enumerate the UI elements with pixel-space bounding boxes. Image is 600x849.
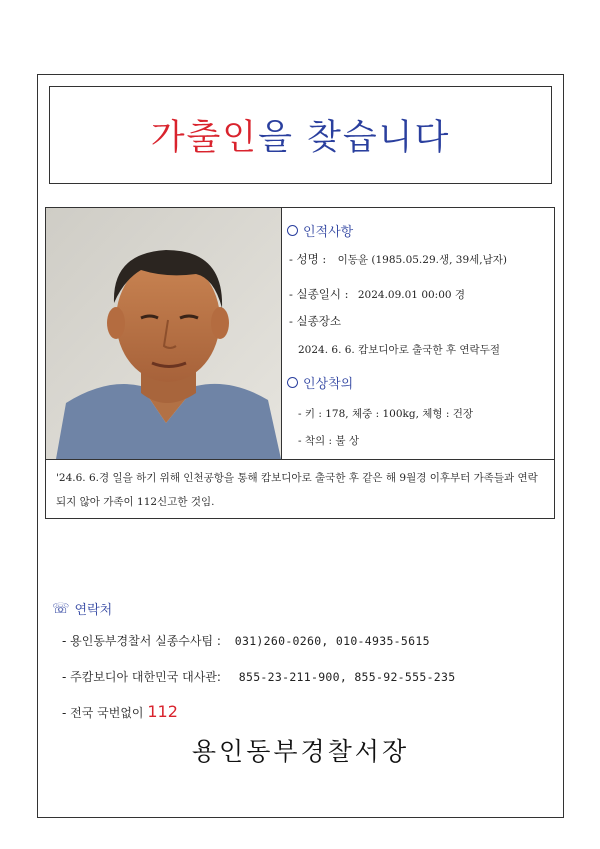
name-row: [289, 251, 507, 267]
circle-marker-icon: [287, 225, 298, 236]
poster-title: [49, 86, 552, 184]
police-contact-numbers: 031)260-0260, 010-4935-5615: [234, 634, 430, 648]
name-label: - 성명 :: [289, 252, 327, 266]
circle-marker-icon: [287, 377, 298, 388]
national-emergency-number: 112: [147, 702, 178, 721]
name-value: 이동윤 (1985.05.29.생, 39세,남자): [337, 254, 508, 266]
incident-description: '24.6. 6.경 일을 하기 위해 인천공항을 통해 캄보디아로 출국한 후 같은 해 9월경 이후부터 가족들과 연락되지 않아 가족이 112신고한 것임.: [56, 472, 538, 508]
national-contact: [62, 702, 178, 721]
police-contact: [62, 632, 430, 649]
national-contact-label: - 전국 국번없이: [62, 706, 144, 720]
photo-divider: [281, 208, 282, 459]
embassy-contact: [62, 668, 455, 685]
clothes-info: - 착의 : 불 상: [298, 435, 360, 447]
missing-date-row: [289, 286, 465, 302]
missing-date-value: 2024.09.01 00:00 경: [357, 289, 466, 301]
contact-heading: ☏ 연락처: [52, 600, 113, 618]
police-contact-label: - 용인동부경찰서 실종수사팀 :: [62, 634, 221, 648]
issuer-signature: 용인동부경찰서장: [191, 737, 410, 766]
missing-place-value: 2024. 6. 6. 캄보디아로 출국한 후 연락두절: [298, 344, 500, 356]
title-looking-for: 을 찾습니다: [258, 118, 451, 158]
personal-info-heading: 인적사항: [287, 221, 353, 240]
missing-place-row: [289, 313, 341, 329]
missing-place-label: - 실종장소: [289, 314, 341, 328]
embassy-contact-label: - 주캄보디아 대한민국 대사관:: [62, 670, 221, 684]
body-info: - 키 : 178, 체중 : 100kg, 체형 : 건장: [298, 408, 474, 420]
title-missing-person: 가출인: [150, 118, 259, 158]
description-divider: [46, 459, 554, 460]
embassy-contact-numbers: 855-23-211-900, 855-92-555-235: [238, 670, 456, 684]
appearance-heading: 인상착의: [287, 373, 353, 392]
missing-date-label: - 실종일시 :: [289, 287, 349, 301]
missing-person-photo: [46, 208, 281, 459]
telephone-icon: ☏: [52, 600, 70, 617]
